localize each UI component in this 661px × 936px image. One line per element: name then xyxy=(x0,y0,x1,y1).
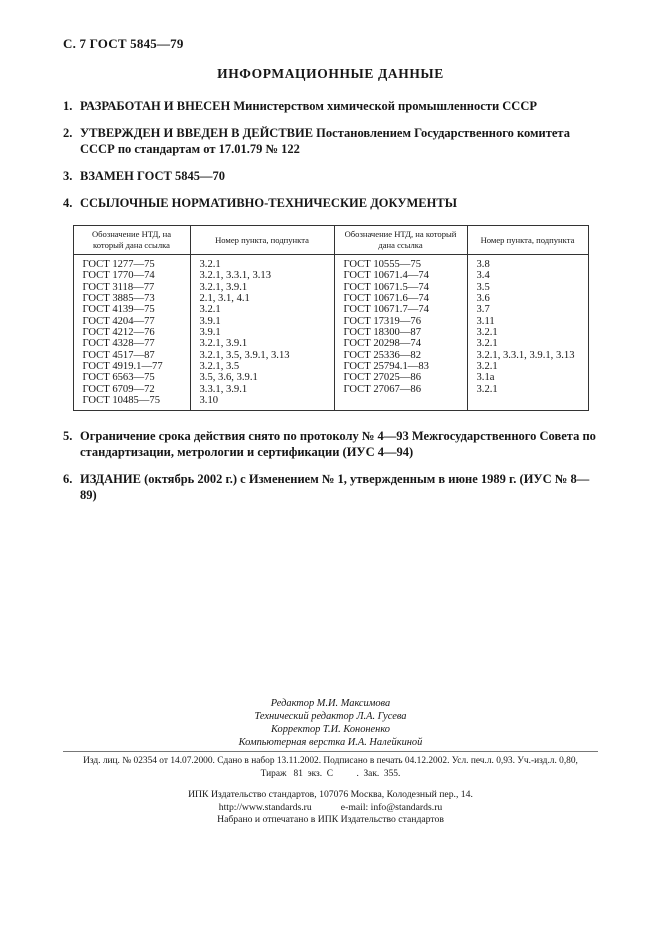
table-cell: 3.2.1 xyxy=(467,361,588,372)
table-cell xyxy=(467,395,588,411)
publisher-line: http://www.standards.ru e-mail: info@standards.ru xyxy=(218,801,443,813)
info-item-5 xyxy=(63,428,598,460)
publisher-line: Набрано и отпечатано в ИПК Издательство стандартов xyxy=(217,814,444,826)
editorial-credits xyxy=(0,698,661,750)
colophon-line: Тираж 81 экз. С . Зак. 355. xyxy=(260,768,401,779)
table-cell: ГОСТ 25794.1—83 xyxy=(334,361,467,372)
table-cell: 3.4 xyxy=(467,270,588,281)
item-number: 5. xyxy=(63,429,73,444)
credits-line: Компьютерная верстка И.А. Налейкиной xyxy=(238,736,423,748)
table-row xyxy=(73,372,588,383)
print-colophon xyxy=(63,751,598,780)
table-header-cell: Обозначение НТД, на который дана ссылка xyxy=(73,226,190,255)
table-row xyxy=(73,361,588,372)
table-cell: ГОСТ 10485—75 xyxy=(82,394,160,406)
table-header-cell: Номер пункта, подпункта xyxy=(467,226,588,255)
table-cell: 3.2.1, 3.9.1 xyxy=(190,282,334,293)
info-item-4 xyxy=(63,195,598,211)
table-cell: 3.9.1 xyxy=(190,316,334,327)
table-cell: 3.11 xyxy=(467,316,588,327)
item-text: ВЗАМЕН ГОСТ 5845—70 xyxy=(80,169,225,183)
table-cell: ГОСТ 10671.5—74 xyxy=(334,282,467,293)
table-cell: ГОСТ 4139—75 xyxy=(82,304,155,316)
doc-title: ИНФОРМАЦИОННЫЕ ДАННЫЕ xyxy=(217,66,444,81)
table-cell: 3.1а xyxy=(467,372,588,383)
colophon-line: Изд. лиц. № 02354 от 14.07.2000. Сдано в набор 13.11.2002. Подписано в печать 04.12.2002. Усл. печ.л. 0,93. Уч.-изд.л. 0,80, xyxy=(83,756,578,766)
table-row xyxy=(73,384,588,395)
item-number: 4. xyxy=(63,196,73,210)
item-text: УТВЕРЖДЕН И ВВЕДЕН В ДЕЙСТВИЕ Постановлением Государственного комитета СССР по стандартам от 17.01.79 № 122 xyxy=(80,126,570,156)
table-cell: 3.2.1, 3.9.1 xyxy=(190,338,334,349)
table-cell: 3.2.1 xyxy=(467,338,588,349)
table-row xyxy=(73,282,588,293)
item-number: 3. xyxy=(63,169,73,183)
publisher-line: ИПК Издательство стандартов, 107076 Москва, Колодезный пер., 14. xyxy=(188,789,473,800)
table-cell: 3.2.1 xyxy=(190,255,334,271)
table-cell: ГОСТ 27025—86 xyxy=(334,372,467,383)
table-cell: 3.2.1, 3.5, 3.9.1, 3.13 xyxy=(190,350,334,361)
table-cell: ГОСТ 6709—72 xyxy=(82,383,155,395)
table-cell: 3.7 xyxy=(467,304,588,315)
table-cell: ГОСТ 4204—77 xyxy=(82,315,155,327)
page-header: С. 7 ГОСТ 5845—79 xyxy=(63,36,184,51)
table-cell: ГОСТ 3118—77 xyxy=(82,281,155,293)
table-cell: ГОСТ 6563—75 xyxy=(82,372,155,384)
table-cell: ГОСТ 17319—76 xyxy=(334,316,467,327)
table-row xyxy=(73,316,588,327)
table-cell: ГОСТ 4517—87 xyxy=(82,349,155,361)
table-cell: ГОСТ 18300—87 xyxy=(334,327,467,338)
item-number: 2. xyxy=(63,126,73,140)
publisher-block xyxy=(0,789,661,827)
table-cell: ГОСТ 4212—76 xyxy=(82,326,155,338)
item-text: ИЗДАНИЕ (октябрь 2002 г.) с Изменением № 1, утвержденным в июне 1989 г. (ИУС № 8—89) xyxy=(80,472,590,503)
table-cell: ГОСТ 20298—74 xyxy=(334,338,467,349)
table-cell: ГОСТ 3885—73 xyxy=(82,292,155,304)
table-cell: ГОСТ 4919.1—77 xyxy=(82,360,163,372)
info-item-3 xyxy=(63,168,598,184)
table-cell: ГОСТ 25336—82 xyxy=(334,350,467,361)
table-cell: 3.6 xyxy=(467,293,588,304)
info-item-1 xyxy=(63,98,598,114)
table-cell: 3.2.1 xyxy=(190,304,334,315)
references-table xyxy=(73,225,589,411)
table-row xyxy=(73,293,588,304)
table-cell: 2.1, 3.1, 4.1 xyxy=(190,293,334,304)
table-header-cell: Номер пункта, подпункта xyxy=(190,226,334,255)
table-cell: 3.2.1 xyxy=(467,384,588,395)
table-body xyxy=(73,255,588,411)
table-cell: 3.5, 3.6, 3.9.1 xyxy=(190,372,334,383)
table-cell: 3.2.1, 3.3.1, 3.13 xyxy=(190,270,334,281)
table-cell xyxy=(334,395,467,411)
table-cell: ГОСТ 1277—75 xyxy=(82,259,155,270)
table-cell: 3.3.1, 3.9.1 xyxy=(190,384,334,395)
table-row xyxy=(73,270,588,281)
table-cell: 3.2.1, 3.3.1, 3.9.1, 3.13 xyxy=(467,350,588,361)
item-text: ССЫЛОЧНЫЕ НОРМАТИВНО-ТЕХНИЧЕСКИЕ ДОКУМЕНТЫ xyxy=(80,196,457,210)
item-number: 6. xyxy=(63,472,73,487)
credits-line: Корректор Т.И. Кононенко xyxy=(271,723,390,735)
table-cell: ГОСТ 4328—77 xyxy=(82,338,155,350)
table-cell: 3.5 xyxy=(467,282,588,293)
info-item-6 xyxy=(63,471,598,503)
table-cell: 3.2.1, 3.5 xyxy=(190,361,334,372)
table-cell: ГОСТ 1770—74 xyxy=(82,270,155,282)
table-row xyxy=(73,395,588,411)
table-cell: 3.8 xyxy=(467,255,588,271)
item-text: Ограничение срока действия снято по протоколу № 4—93 Межгосударственного Совета по стандартизации, метрологии и сертификации (ИУС 4—94) xyxy=(80,429,596,460)
table-cell: ГОСТ 10555—75 xyxy=(334,255,467,271)
table-cell: 3.9.1 xyxy=(190,327,334,338)
item-text: РАЗРАБОТАН И ВНЕСЕН Министерством химической промышленности СССР xyxy=(80,99,537,113)
table-row xyxy=(73,338,588,349)
table-header-row xyxy=(73,226,588,255)
info-item-2 xyxy=(63,125,598,157)
table-header-cell: Обозначение НТД, на который дана ссылка xyxy=(334,226,467,255)
table-row xyxy=(73,304,588,315)
table-cell: ГОСТ 27067—86 xyxy=(334,384,467,395)
item-number: 1. xyxy=(63,99,73,113)
table-cell: ГОСТ 10671.4—74 xyxy=(334,270,467,281)
table-cell: 3.2.1 xyxy=(467,327,588,338)
credits-line: Технический редактор Л.А. Гусева xyxy=(254,710,407,722)
table-row xyxy=(73,350,588,361)
table-row xyxy=(73,327,588,338)
table-row xyxy=(73,255,588,271)
table-cell: ГОСТ 10671.6—74 xyxy=(334,293,467,304)
table-cell: ГОСТ 10671.7—74 xyxy=(334,304,467,315)
table-cell: 3.10 xyxy=(190,395,334,411)
credits-line: Редактор М.И. Максимова xyxy=(270,698,391,709)
